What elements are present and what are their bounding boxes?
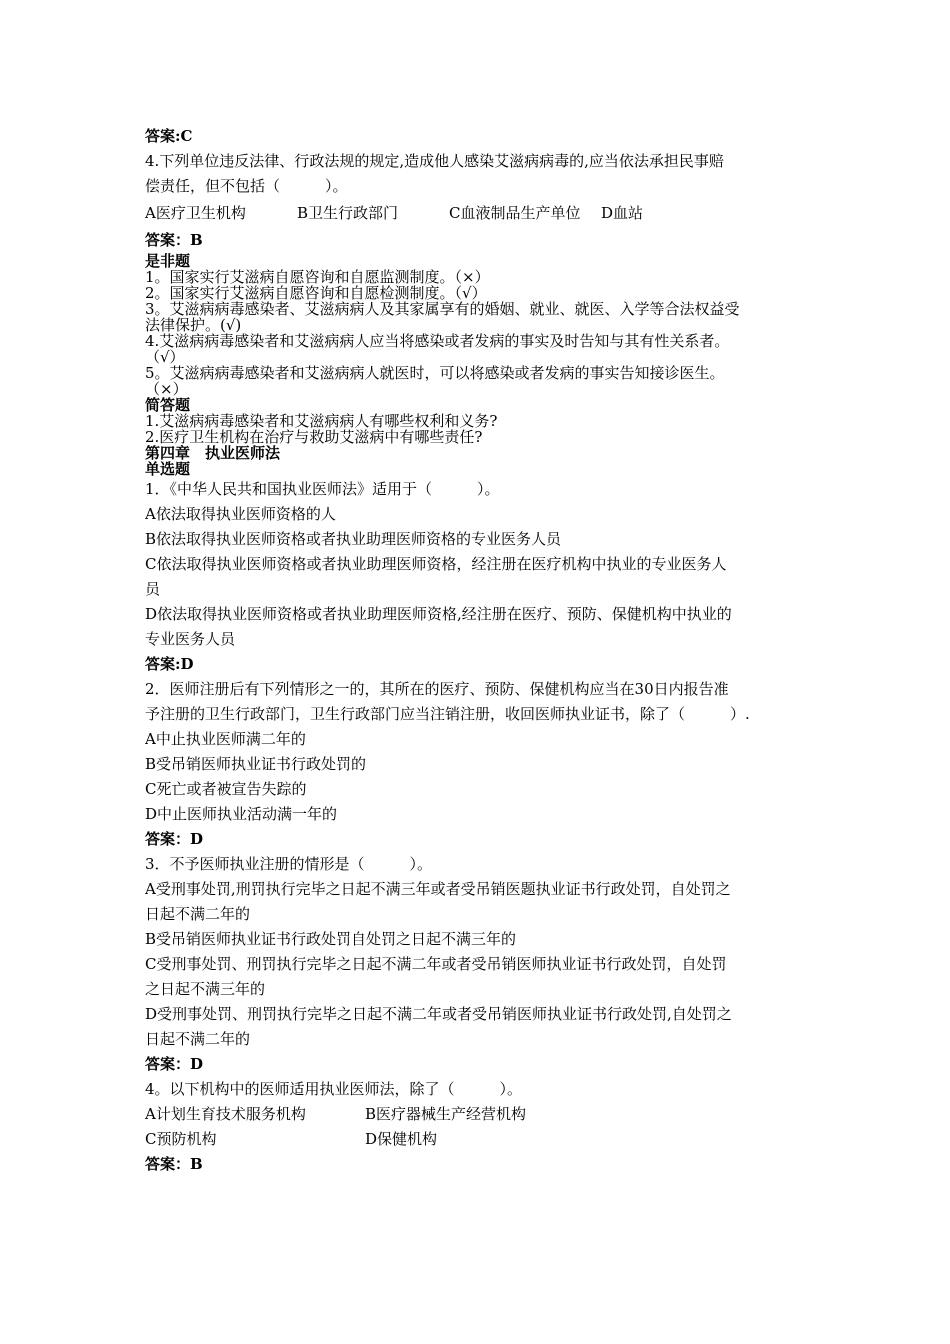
option-line: 日起不满二年的 <box>145 1030 251 1048</box>
option-a: A医疗卫生机构 <box>145 204 246 222</box>
option-line: 之日起不满三年的 <box>145 980 266 998</box>
true-false-item: 法律保护。(√) <box>145 317 242 333</box>
question-text: 偿责任，但不包括（ ）。 <box>145 177 348 195</box>
answer-line: 答案:C <box>145 127 193 145</box>
option-line: C依法取得执业医师资格或者执业助理医师资格，经注册在医疗机构中执业的专业医务人 <box>145 555 727 573</box>
option-line: C受刑事处罚、刑罚执行完毕之日起不满二年或者受吊销医师执业证书行政处罚，自处罚 <box>145 955 727 973</box>
question-text: 4。以下机构中的医师适用执业医师法，除了（ ）。 <box>145 1080 523 1098</box>
true-false-item: 4.艾滋病病毒感染者和艾滋病病人应当将感染或者发病的事实及时告知与其有性关系者。 <box>145 333 730 349</box>
answer-line: 答案：D <box>145 830 204 848</box>
answer-line: 答案：D <box>145 1055 204 1073</box>
option-line: D中止医师执业活动满一年的 <box>145 805 338 823</box>
short-answer-item: 1.艾滋病病毒感染者和艾滋病病人有哪些权利和义务? <box>145 413 498 429</box>
option-line: C死亡或者被宣告失踪的 <box>145 780 307 798</box>
question-text: 4.下列单位违反法律、行政法规的规定,造成他人感染艾滋病病毒的,应当依法承担民事赔 <box>145 152 724 170</box>
true-false-item: 3。艾滋病病毒感染者、艾滋病病人及其家属享有的婚姻、就业、就医、入学等合法权益受 <box>145 301 740 317</box>
answer-line: 答案:D <box>145 655 194 673</box>
option-b: B卫生行政部门 <box>297 204 399 222</box>
section-heading: 简答题 <box>145 397 191 413</box>
section-heading: 是非题 <box>145 253 191 269</box>
answer-line: 答案：B <box>145 1155 203 1173</box>
option-b: B医疗器械生产经营机构 <box>365 1105 527 1123</box>
answer-line: 答案：B <box>145 231 203 249</box>
true-false-item: 5。艾滋病病毒感染者和艾滋病病人就医时，可以将感染或者发病的事实告知接诊医生。 <box>145 365 725 381</box>
chapter-title: 第四章 执业医师法 <box>145 445 281 461</box>
option-d: D血站 <box>601 204 644 222</box>
option-line: A中止执业医师满二年的 <box>145 730 306 748</box>
true-false-item: 1。国家实行艾滋病自愿咨询和自愿监测制度。（×） <box>145 269 490 285</box>
option-line: 员 <box>145 580 161 598</box>
option-line: 专业医务人员 <box>145 630 236 648</box>
short-answer-item: 2.医疗卫生机构在治疗与救助艾滋病中有哪些责任? <box>145 429 483 445</box>
option-line: A依法取得执业医师资格的人 <box>145 505 336 523</box>
question-text: 予注册的卫生行政部门，卫生行政部门应当注销注册，收回医师执业证书，除了（ ）. <box>145 705 750 723</box>
option-line: A受刑事处罚,刑罚执行完毕之日起不满三年或者受吊销医题执业证书行政处罚，自处罚之 <box>145 880 731 898</box>
option-c: C血液制品生产单位 <box>449 204 581 222</box>
options-row <box>145 1127 815 1152</box>
option-line: D依法取得执业医师资格或者执业助理医师资格,经注册在医疗、预防、保健机构中执业的 <box>145 605 732 623</box>
true-false-item: （×） <box>145 381 188 397</box>
option-a: A计划生育技术服务机构 <box>145 1105 306 1123</box>
question-text: 3．不予医师执业注册的情形是（ ）。 <box>145 855 433 873</box>
options-row <box>145 201 815 226</box>
question-text: 2．医师注册后有下列情形之一的，其所在的医疗、预防、保健机构应当在30日内报告准 <box>145 680 729 698</box>
option-line: B受吊销医师执业证书行政处罚自处罚之日起不满三年的 <box>145 930 517 948</box>
true-false-item: 2。国家实行艾滋病自愿咨询和自愿检测制度。（√） <box>145 285 487 301</box>
option-line: 日起不满二年的 <box>145 905 251 923</box>
document-page <box>145 124 815 1177</box>
true-false-item: （√） <box>145 349 185 365</box>
option-line: D受刑事处罚、刑罚执行完毕之日起不满二年或者受吊销医师执业证书行政处罚,自处罚之 <box>145 1005 732 1023</box>
question-text: 1．《中华人民共和国执业医师法》适用于（ ）。 <box>145 480 500 498</box>
option-line: B受吊销医师执业证书行政处罚的 <box>145 755 367 773</box>
section-heading: 单选题 <box>145 461 191 477</box>
option-line: B依法取得执业医师资格或者执业助理医师资格的专业医务人员 <box>145 530 562 548</box>
option-c: C预防机构 <box>145 1130 217 1148</box>
options-row <box>145 1102 815 1127</box>
option-d: D保健机构 <box>365 1130 438 1148</box>
